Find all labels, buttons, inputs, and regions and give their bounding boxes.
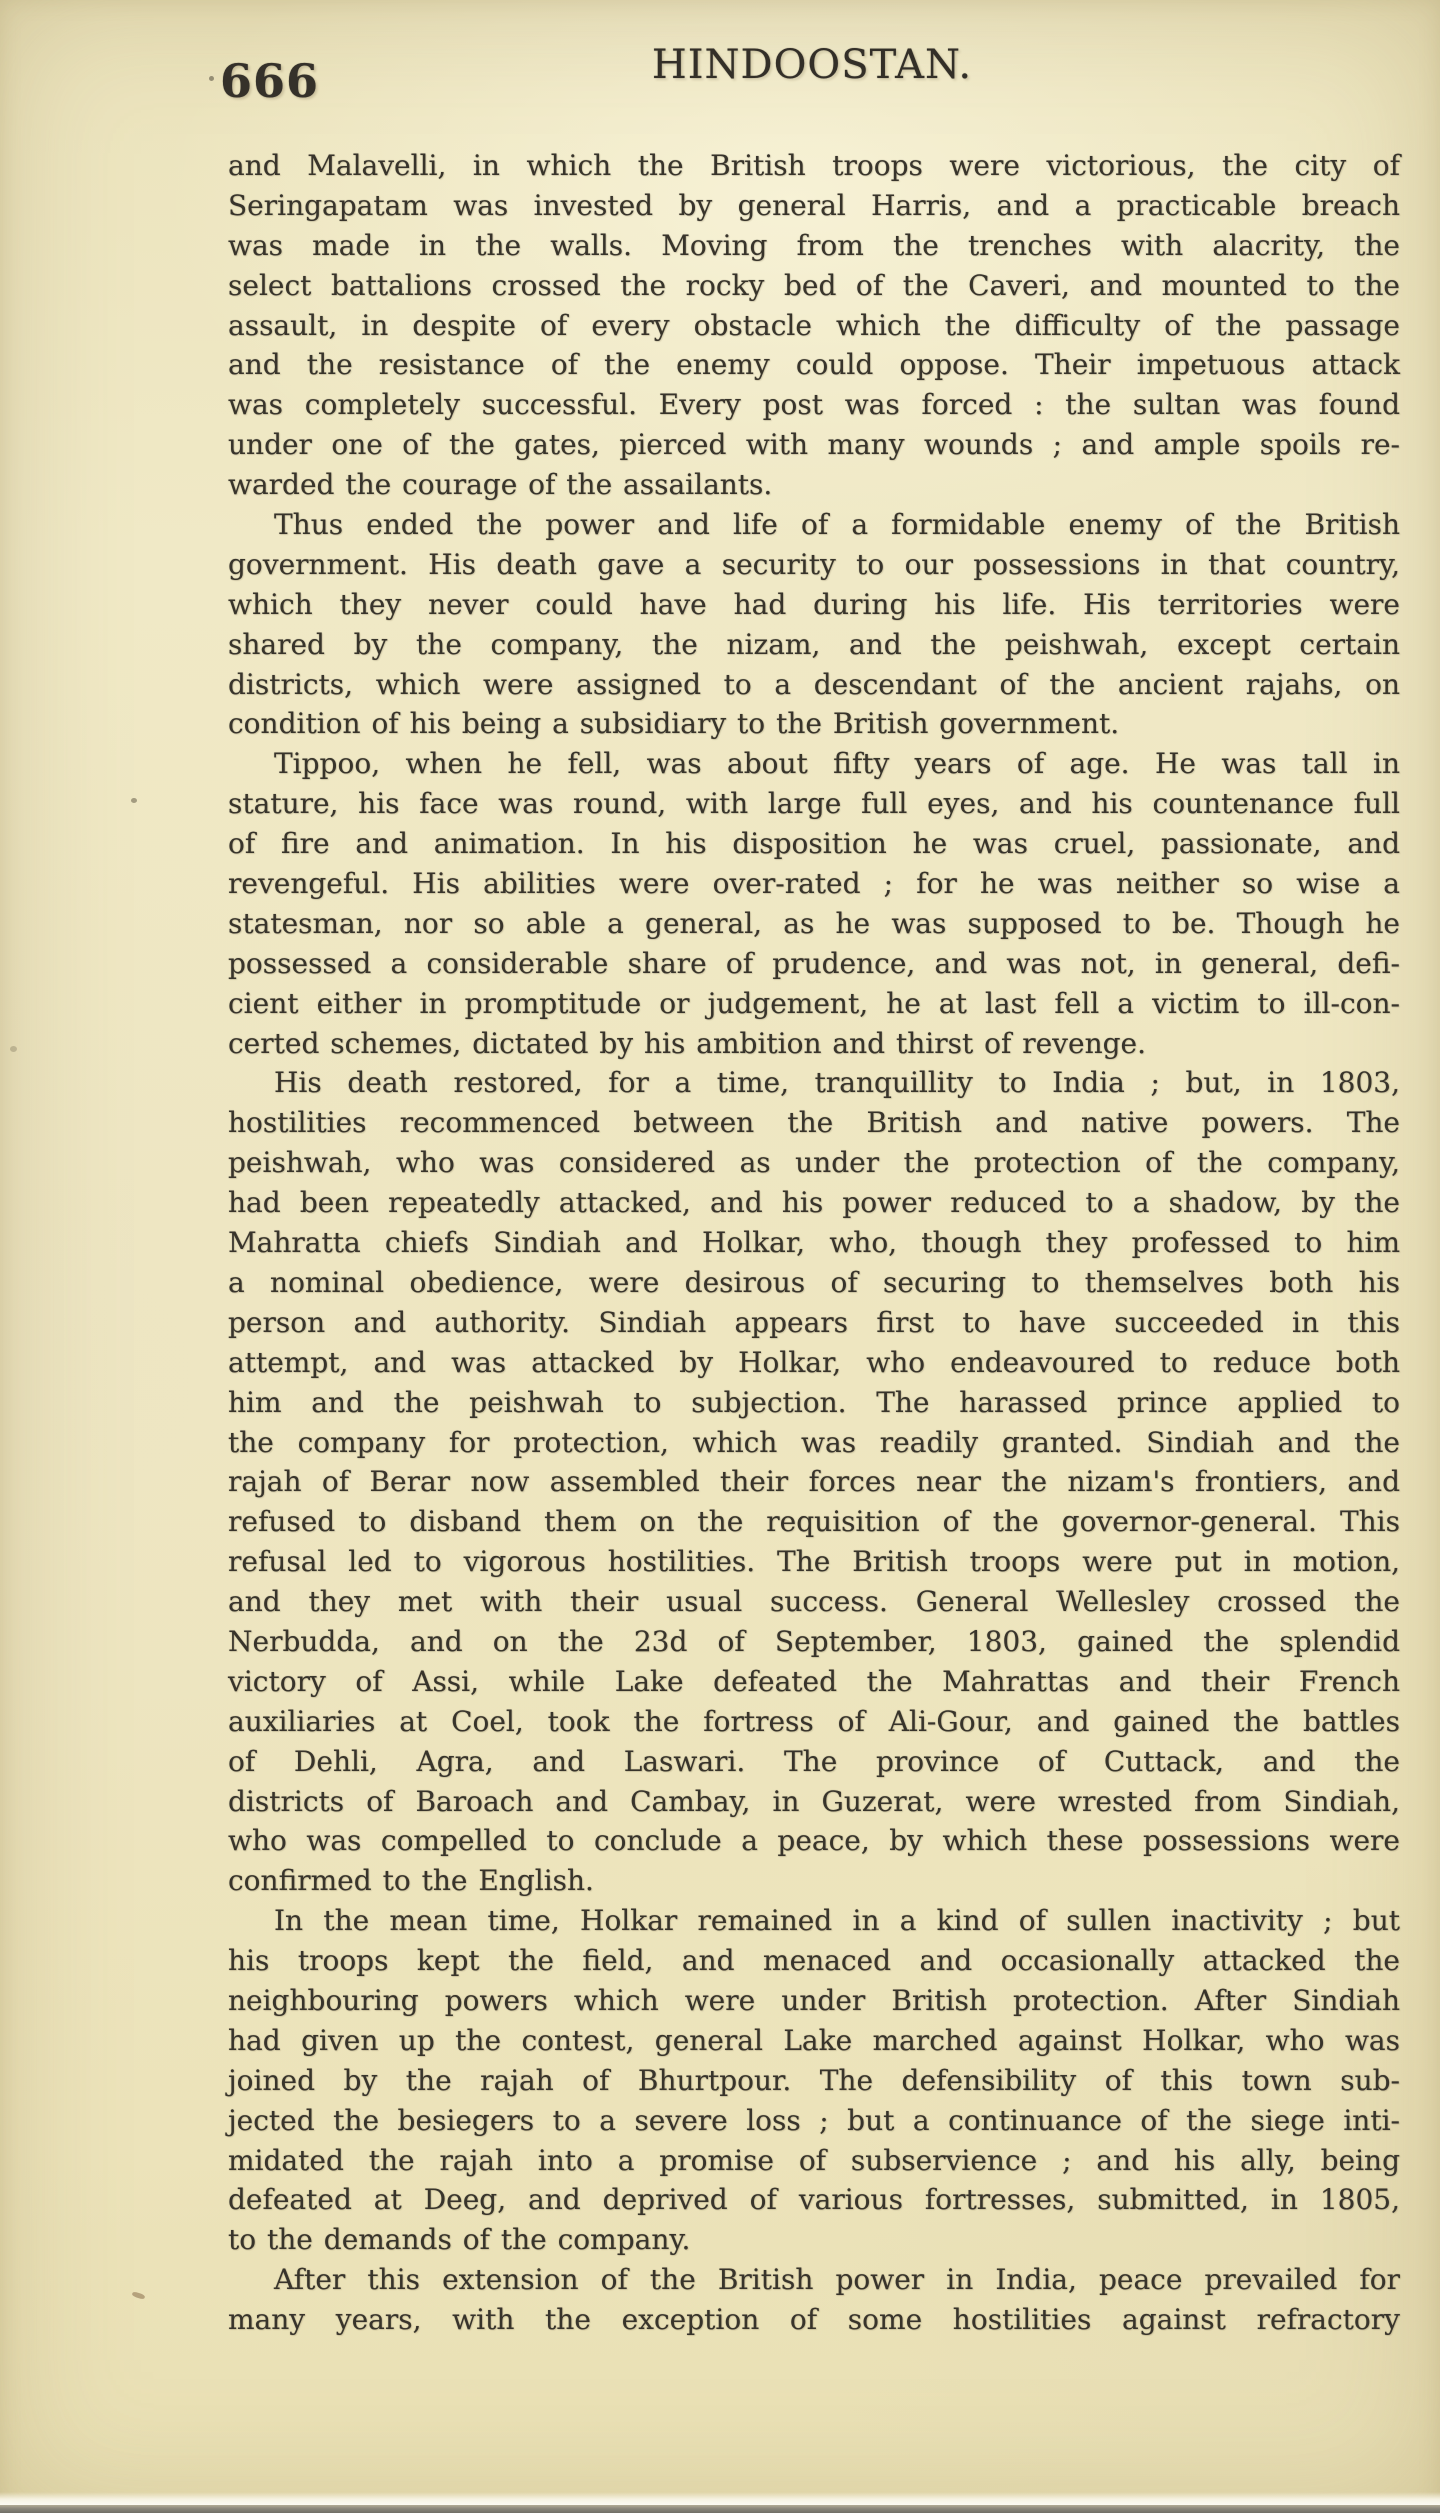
text-line: Thus ended the power and life of a formidable enemy of the British	[274, 508, 1400, 542]
text-line: victory of Assi, while Lake defeated the Mahrattas and their French	[228, 1664, 1400, 1698]
text-line: many years, with the exception of some hostilities against refractory	[228, 2303, 1400, 2337]
text-line: of fire and animation. In his disposition he was cruel, passionate, and	[228, 827, 1400, 861]
text-line: under one of the gates, pierced with many wounds ; and ample spoils re-	[228, 428, 1400, 462]
text-line: Mahratta chiefs Sindiah and Holkar, who, though they professed to him	[228, 1226, 1400, 1260]
text-line: person and authority. Sindiah appears first to have succeeded in this	[228, 1305, 1400, 1339]
text-line: Nerbudda, and on the 23d of September, 1803, gained the splendid	[228, 1624, 1400, 1658]
scan-bottom-highlight	[0, 2492, 1440, 2505]
text-line: rajah of Berar now assembled their forces near the nizam's frontiers, and	[228, 1465, 1400, 1499]
ink-speck	[10, 1046, 17, 1052]
text-line: shared by the company, the nizam, and the peishwah, except certain	[228, 627, 1400, 661]
text-line: confirmed to the English.	[228, 1864, 594, 1898]
ink-speck	[132, 2291, 146, 2300]
text-line: His death restored, for a time, tranquillity to India ; but, in 1803,	[274, 1066, 1400, 1100]
text-line: districts of Baroach and Cambay, in Guzerat, were wrested from Sindiah,	[228, 1784, 1400, 1818]
text-line: condition of his being a subsidiary to the British government.	[228, 707, 1120, 741]
text-line: peishwah, who was considered as under the protection of the company,	[228, 1146, 1400, 1180]
text-line: refused to disband them on the requisition of the governor-general. This	[228, 1505, 1400, 1539]
running-header: HINDOOSTAN.	[651, 42, 973, 88]
text-line: attempt, and was attacked by Holkar, who endeavoured to reduce both	[228, 1345, 1400, 1379]
text-line: assault, in despite of every obstacle which the difficulty of the passage	[228, 308, 1400, 342]
text-line: warded the courage of the assailants.	[228, 468, 773, 502]
text-line: and they met with their usual success. General Wellesley crossed the	[228, 1585, 1400, 1619]
text-line: stature, his face was round, with large full eyes, and his countenance full	[228, 787, 1400, 821]
text-line: him and the peishwah to subjection. The harassed prince applied to	[228, 1385, 1400, 1419]
text-line: neighbouring powers which were under British protection. After Sindiah	[228, 1983, 1400, 2017]
text-line: Seringapatam was invested by general Harris, and a practicable breach	[228, 188, 1400, 222]
ink-speck	[209, 76, 214, 81]
text-line: and the resistance of the enemy could oppose. Their impetuous attack	[228, 348, 1400, 382]
text-line: his troops kept the field, and menaced and occasionally attacked the	[228, 1944, 1400, 1978]
text-line: had been repeatedly attacked, and his power reduced to a shadow, by the	[228, 1186, 1400, 1220]
text-line: was made in the walls. Moving from the trenches with alacrity, the	[228, 228, 1400, 262]
ink-speck	[131, 798, 137, 803]
text-line: midated the rajah into a promise of subservience ; and his ally, being	[228, 2143, 1400, 2177]
text-block	[228, 146, 1400, 2340]
text-line: the company for protection, which was readily granted. Sindiah and the	[228, 1425, 1400, 1459]
text-line: Tippoo, when he fell, was about fifty years of age. He was tall in	[274, 747, 1400, 781]
text-line: auxiliaries at Coel, took the fortress of Ali-Gour, and gained the battles	[228, 1704, 1400, 1738]
text-line: who was compelled to conclude a peace, by which these possessions were	[228, 1824, 1400, 1858]
text-line: certed schemes, dictated by his ambition and thirst of revenge.	[228, 1026, 1146, 1060]
text-line: joined by the rajah of Bhurtpour. The defensibility of this town sub-	[228, 2063, 1400, 2097]
text-line: to the demands of the company.	[228, 2223, 691, 2257]
text-line: In the mean time, Holkar remained in a kind of sullen inactivity ; but	[274, 1904, 1400, 1938]
text-line: refusal led to vigorous hostilities. The British troops were put in motion,	[228, 1545, 1400, 1579]
text-line: a nominal obedience, were desirous of securing to themselves both his	[228, 1265, 1400, 1299]
page-number: 666	[220, 54, 320, 108]
text-line: statesman, nor so able a general, as he was supposed to be. Though he	[228, 906, 1400, 940]
text-line: government. His death gave a security to our possessions in that country,	[228, 547, 1400, 581]
text-line: defeated at Deeg, and deprived of various fortresses, submitted, in 1805,	[228, 2183, 1400, 2217]
text-line: revengeful. His abilities were over-rated ; for he was neither so wise a	[228, 867, 1400, 901]
text-line: was completely successful. Every post was forced : the sultan was found	[228, 388, 1400, 422]
text-line: select battalions crossed the rocky bed of the Caveri, and mounted to the	[228, 268, 1400, 302]
text-line: which they never could have had during his life. His territories were	[228, 587, 1400, 621]
text-line: districts, which were assigned to a descendant of the ancient rajahs, on	[228, 667, 1400, 701]
text-line: of Dehli, Agra, and Laswari. The province of Cuttack, and the	[228, 1744, 1400, 1778]
text-line: jected the besiegers to a severe loss ; but a continuance of the siege inti-	[228, 2103, 1400, 2137]
scan-bottom-edge	[0, 2505, 1440, 2513]
text-line: After this extension of the British power in India, peace prevailed for	[274, 2263, 1400, 2297]
text-line: possessed a considerable share of prudence, and was not, in general, defi-	[228, 946, 1400, 980]
text-line: and Malavelli, in which the British troops were victorious, the city of	[228, 149, 1400, 182]
text-line: cient either in promptitude or judgement, he at last fell a victim to ill-con-	[228, 986, 1400, 1020]
text-line: hostilities recommenced between the British and native powers. The	[228, 1106, 1400, 1140]
text-line: had given up the contest, general Lake marched against Holkar, who was	[228, 2023, 1400, 2057]
